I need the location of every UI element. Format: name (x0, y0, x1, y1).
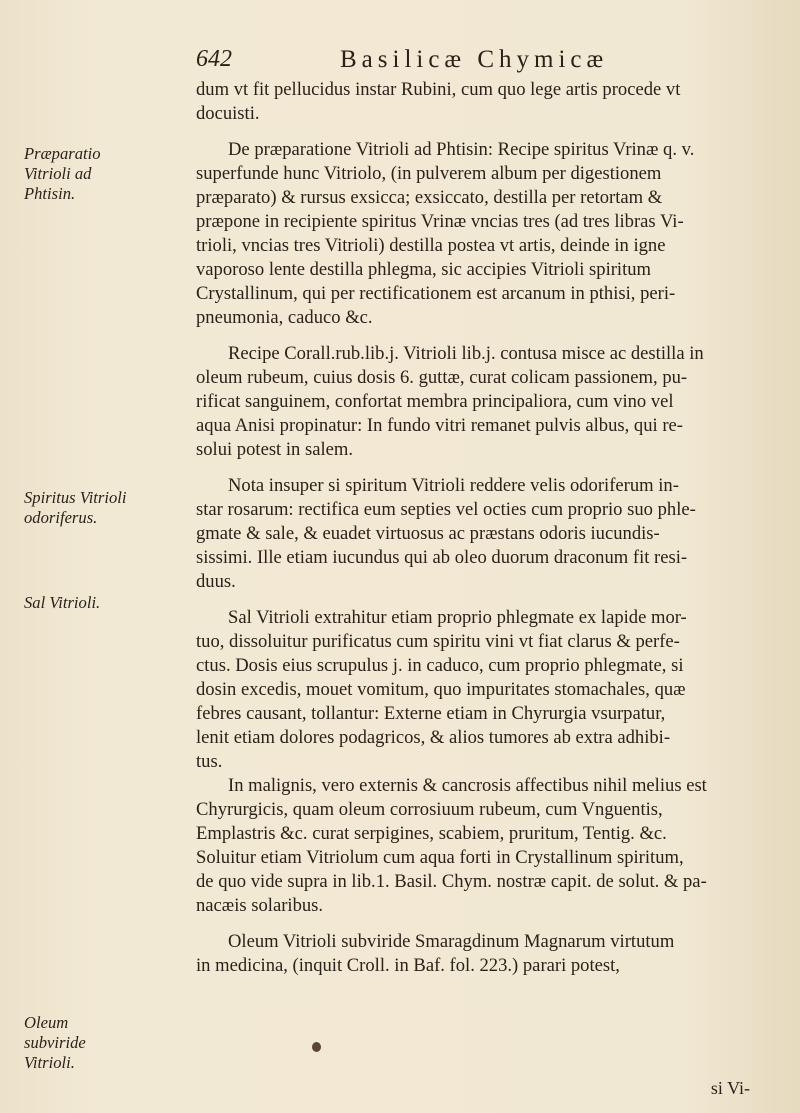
paragraph (196, 930, 770, 978)
text-line: dum vt fit pellucidus instar Rubini, cum quo lege artis procede vt (196, 79, 681, 100)
paragraph (196, 342, 770, 462)
text-line: duus. (196, 571, 236, 592)
margin-note: Spiritus Vitrioli odoriferus. (24, 488, 127, 527)
text-line: gmate & sale, & euadet virtuosus ac præstans odoris iucundis- (196, 523, 660, 544)
text-line: docuisti. (196, 103, 260, 124)
text-line: dosin excedis, mouet vomitum, quo impuritates stomachales, quæ (196, 679, 686, 700)
paragraph (196, 138, 770, 330)
text-line: lenit etiam dolores podagricos, & alios tumores ab extra adhibi- (196, 727, 671, 748)
catchword: si Vi- (710, 1078, 750, 1098)
text-line: Soluitur etiam Vitriolum cum aqua forti in Crystallinum spiritum, (196, 847, 684, 868)
text-line: nacæis solaribus. (196, 895, 324, 916)
text-line: præparato) & rursus exsicca; exsiccato, destilla per retortam & (196, 187, 663, 208)
text-line: Emplastris &c. curat serpigines, scabiem, pruritum, Tentig. &c. (196, 823, 667, 844)
text-line: Recipe Corall.rub.lib.j. Vitrioli lib.j. contusa misce ac destilla in (228, 343, 704, 364)
text-line: Crystallinum, qui per rectificationem est arcanum in pthisi, peri- (196, 283, 676, 304)
text-line: ctus. Dosis eius scrupulus j. in caduco, cum proprio phlegmate, si (196, 655, 684, 676)
text-line: tus. (196, 751, 223, 772)
running-head: Basilicæ Chymicæ (340, 46, 609, 73)
paragraph (196, 474, 770, 594)
text-line: præpone in recipiente spiritus Vrinæ vncias tres (ad tres libras Vi- (196, 211, 684, 232)
text-line: sissimi. Ille etiam iucundus qui ab oleo duorum draconum fit resi- (196, 547, 688, 568)
text-line: De præparatione Vitrioli ad Phtisin: Recipe spiritus Vrinæ q. v. (228, 139, 695, 160)
text-line: Sal Vitrioli extrahitur etiam proprio phlegmate ex lapide mor- (228, 607, 687, 628)
text-line: solui potest in salem. (196, 439, 354, 460)
ink-blot (312, 1042, 321, 1052)
margin-note: Oleum subviride Vitrioli. (24, 1013, 86, 1072)
text-line: vaporoso lente destilla phlegma, sic accipies Vitrioli spiritum (196, 259, 652, 280)
text-line: Oleum Vitrioli subviride Smaragdinum Magnarum virtutum (228, 931, 675, 952)
paragraph (196, 606, 770, 774)
text-line: Chyrurgicis, quam oleum corrosiuum rubeum, cum Vnguentis, (196, 799, 663, 820)
text-line: trioli, vncias tres Vitrioli) destilla postea vt artis, deinde in igne (196, 235, 666, 256)
text-line: superfunde hunc Vitriolo, (in pulverem album per digestionem (196, 163, 662, 184)
page-number: 642 (196, 46, 232, 72)
text-line: rificat sanguinem, confortat membra principaliora, cum vino vel (196, 391, 674, 412)
text-line: de quo vide supra in lib.1. Basil. Chym. nostræ capit. de solut. & pa- (196, 871, 707, 892)
page-body (196, 78, 770, 978)
text-line: oleum rubeum, cuius dosis 6. guttæ, curat colicam passionem, pu- (196, 367, 688, 388)
text-line: aqua Anisi propinatur: In fundo vitri remanet pulvis albus, qui re- (196, 415, 683, 436)
margin-note: Præparatio Vitrioli ad Phtisin. (24, 144, 101, 203)
text-line: febres causant, tollantur: Externe etiam in Chyrurgia vsurpatur, (196, 703, 666, 724)
text-line: In malignis, vero externis & cancrosis affectibus nihil melius est (228, 775, 707, 796)
text-line: star rosarum: rectifica eum septies vel octies cum proprio suo phle- (196, 499, 696, 520)
text-line: tuo, dissoluitur purificatus cum spiritu vini vt fiat clarus & perfe- (196, 631, 680, 652)
margin-note: Sal Vitrioli. (24, 593, 101, 612)
text-line: pneumonia, caduco &c. (196, 307, 373, 328)
paragraph (196, 774, 770, 918)
text-line: Nota insuper si spiritum Vitrioli reddere velis odoriferum in- (228, 475, 679, 496)
paragraph (196, 78, 770, 126)
text-line: in medicina, (inquit Croll. in Baf. fol. 223.) parari potest, (196, 955, 620, 976)
